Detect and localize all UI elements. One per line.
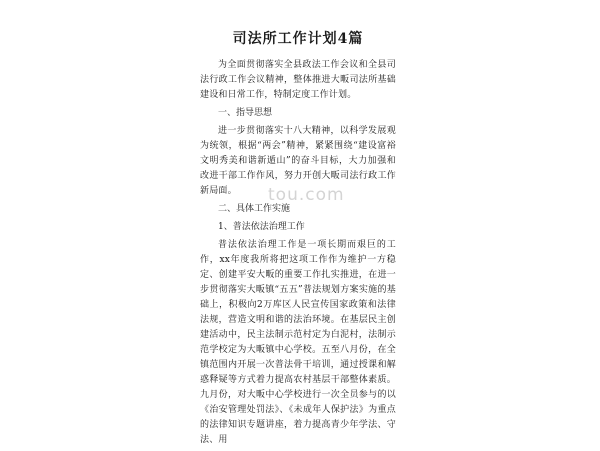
subsection-heading-legal-education: 1、普法依法治理工作 [218, 222, 305, 232]
document-title: 司法所工作计划4篇 [232, 31, 364, 47]
watermark-text: tou.com [268, 185, 345, 205]
document-body [200, 30, 396, 451]
section-heading-guiding-thought: 一、指导思想 [218, 108, 273, 118]
intro-paragraph: 为全面贯彻落实全县政法工作会议和全县司法行政工作会议精神，整体推进大畈司法所基础建设和日常工作，特制定度工作计划。 [200, 60, 396, 100]
section-heading-implementation: 二、具体工作实施 [218, 204, 291, 214]
guiding-thought-paragraph: 进一步贯彻落实十八大精神，以科学发展观为统领，根据“两会”精神，紧紧围绕“建设富裕文明秀美和谐新遁山”的奋斗目标，大力加强和改进干部工作作风，努力开创大畈司法行政工作新局面。 [200, 126, 396, 196]
legal-education-paragraph: 普法依法治理工作是一项长期而艰巨的工作，xx年度我所将把这项工作作为维护一方稳定、创建平安大畈的重要工作扎实推进，在进一步贯彻落实大畈镇“五五”普法规划方案实施的基础上，积极向2万库区人民宣传国家政策和法律法规，营造文明和谐的法治环境。在基层民主创建活动中，民主法制示范村定为白泥村，法制示范学校定为大畈镇中心学校。五至八月份，在全镇范围内开展一次普法骨干培训，通过授课和解惑释疑等方式着力提高农村基层干部整体素质。九月份，对大畈中心学校进行一次全员参与的以《治安管理处罚法》、《未成年人保护法》为重点的法律知识专题讲座，着力提高青少年学法、守法、用 [200, 240, 396, 445]
